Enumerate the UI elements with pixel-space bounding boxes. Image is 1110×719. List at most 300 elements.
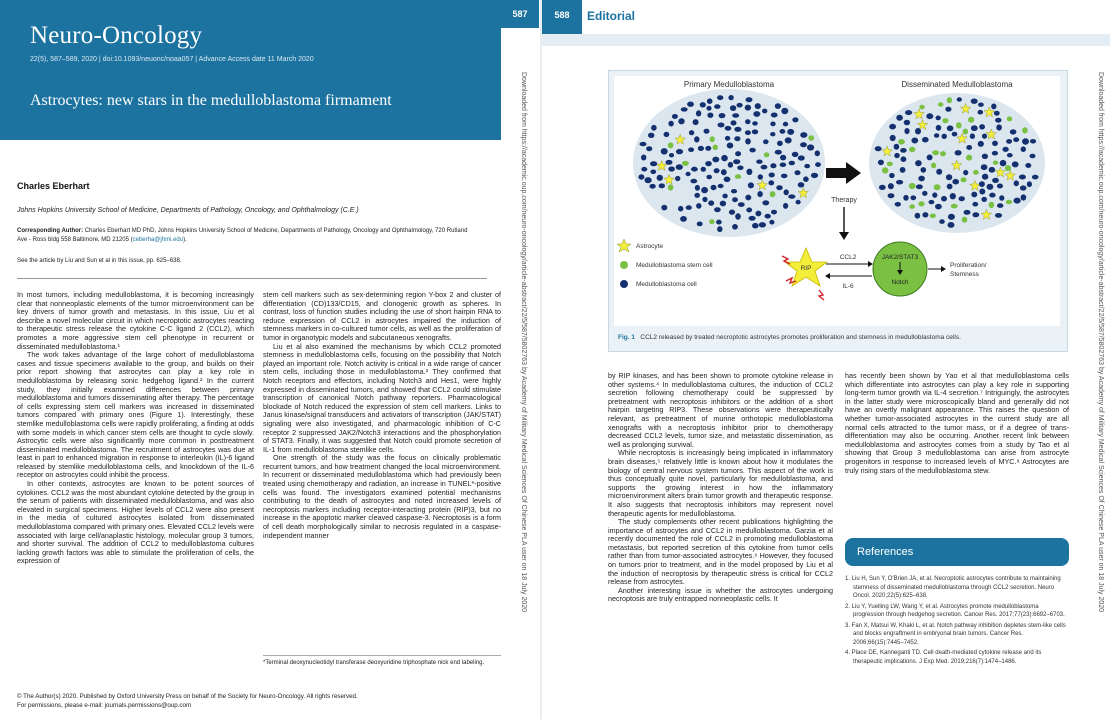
stem-cell [909,183,916,189]
reference-item: 1. Liu H, Sun Y, O'Brien JA, et al. Necroptotic astrocytes contribute to maintaining stemness of disseminated medulloblastoma through CCL2 secretion. Neuro Oncol. 2020;22(5):625–638. [845,576,1061,599]
tumor-cell [981,164,988,170]
tumor-cell [800,132,807,138]
tumor-cell [714,104,720,109]
stem-cell [961,177,967,182]
tumor-cell [934,133,939,138]
notch-label: Notch [891,279,909,286]
tumor-cell [693,119,699,125]
tumor-cell [686,205,692,210]
tumor-cell [686,172,691,176]
tumor-cell [994,111,1000,116]
tumor-cell [752,121,758,125]
tumor-cell [947,125,954,131]
tumor-cell [889,124,896,130]
label-primary: Primary Medulloblastoma [683,80,775,89]
tumor-cell [675,176,680,181]
stem-cell [1022,127,1028,133]
stem-cell [993,161,998,165]
corr-end: ). [183,237,187,243]
tumor-cell [890,135,896,141]
tumor-cell [935,204,942,210]
stemness-label: Stemness [950,271,979,278]
tumor-cell [783,203,788,209]
tumor-cell [701,167,706,172]
tumor-cell [717,95,723,100]
journal-header [0,0,501,140]
tumor-cell [979,124,985,129]
stem-cell [989,202,995,208]
tumor-cell [737,166,743,171]
tumor-cell [904,128,909,134]
tumor-cell [910,195,916,200]
journal-name: Neuro-Oncology [30,22,203,49]
tumor-cell [729,210,735,215]
caption-text: CCL2 released by treated necroptotic astrocytes promotes proliferation and stemness in medulloblastoma cells. [640,334,961,341]
tumor-cell [775,150,782,155]
tumor-cell [678,206,683,212]
tumor-cell [725,126,732,131]
tumor-cell [987,184,994,190]
tumor-cell [948,214,955,220]
tumor-cell [978,110,984,115]
stem-cell [764,152,770,157]
tumor-cell [645,177,652,183]
tumor-cell [749,216,756,221]
tumor-cell [745,195,751,201]
tumor-cell [669,153,674,157]
tumor-cell [780,129,786,134]
therapy-label: Therapy [831,197,857,204]
body-column-2 [263,291,501,540]
tumor-cell [989,167,996,173]
stem-cell [709,219,714,224]
corresponding-author [17,227,477,245]
tumor-cell [982,154,988,159]
tumor-cell [771,113,778,118]
arrowhead [868,261,873,267]
stem-cell [898,139,905,145]
tumor-cell [807,144,814,150]
tumor-cell [668,121,673,127]
tumor-cell [783,122,788,127]
tumor-cell [903,195,908,201]
see-also: See the article by Liu and Sun et al in this issue, pp. 625–638. [17,258,182,264]
tumor-cell [745,138,751,144]
tumor-cell [722,194,727,199]
stem-cell [909,147,915,152]
tumor-cell [795,170,801,175]
tumor-cell [771,210,777,215]
tumor-cell [676,149,683,154]
tumor-cell [732,224,738,230]
tumor-cell [982,134,987,139]
tumor-cell [745,105,751,111]
tumor-cell [1021,194,1027,200]
tumor-cell [926,113,933,119]
page-number-left: 587 [501,0,539,28]
stem-cell [951,204,958,209]
tumor-cell [936,116,941,121]
tumor-cell [676,164,683,170]
tumor-cell [649,184,655,189]
tumor-cell [905,110,912,115]
tumor-cell [921,167,927,173]
tumor-cell [978,141,984,147]
stem-cell [934,184,941,190]
figure-panel [614,76,1060,326]
tumor-cell [888,183,894,189]
tumor-cell [765,214,771,219]
tumor-cell [721,169,727,175]
tumor-cell [781,174,788,179]
lightning-icon [819,290,824,300]
paragraph: In other contexts, astrocytes are known to be potent sources of cytokines. CCL2 was the most abundant cytokine detected by the group in the serum of patients with disseminated medulloblastoma, and was also elevated in surgical specimens. Higher levels of CCL2 were also present in the media of cultured astrocytes isolated from disseminated medulloblastoma compared with primary ones. Elevated CCL2 levels were associated with large cell/anaplastic histology, molecular group 3 tumors, and shorter survival. The addition of CCL2 to medulloblastoma cultures lacking growth factors was able to stimulate the proliferation of cells, the expression of [17,479,254,566]
tumor-cell [927,155,933,161]
tumor-cell [952,179,959,185]
tumor-cell [792,117,798,122]
tumor-cell [704,129,710,134]
paragraph: The work takes advantage of the large cohort of medulloblastoma cases and tissue specimens available to the group, and builds on their prior report showing that astrocytes can play a key role in medulloblastoma by releasing sonic hedgehog ligand.² In the current study, they initially examined differences between primary medulloblastoma and tumors disseminating after therapy. The percentage of cells expressing stem cell markers was increased in disseminated tumors compared with primary ones (Figure 1). Interestingly, these stemlike medulloblastoma cells were rapidly proliferating, a finding at odds with some models in which cancer stem cells are thought to cycle slowly. Astrocytic cells were also significantly more common in posttreatment disseminated medulloblastoma. The recruitment of astrocytes was due at least in part to enhanced migration in response to interleukin (IL)-6 ligand released by stemlike medulloblastoma cells, and knockdown of the IL-6 receptor on astrocytes could inhibit the process. [17,350,254,480]
tumor-cell [738,202,745,207]
journal-meta: 22(5), 587–589, 2020 | doi:10.1093/neuonc/noaa057 | Advance Access date 11 March 2020 [30,56,314,63]
stem-cell [931,163,936,169]
tumor-cell [732,113,739,118]
tumor-cell [792,152,799,157]
stem-cell-legend-icon [620,261,628,269]
tumor-cell [745,119,750,124]
tumor-cell [687,102,694,107]
stem-cell [1007,116,1012,121]
stem-cell [909,204,915,209]
tumor-cell [707,98,713,104]
tumor-cell [784,189,789,195]
tumor-cell [922,191,927,196]
tumor-cell [992,141,998,146]
stem-cell [940,151,946,156]
stem-cell [938,102,944,106]
tumor-cell [731,189,737,193]
tumor-cell [780,163,787,168]
tumor-cell [746,169,752,175]
tumor-cell [732,197,738,202]
tumor-cell [1020,185,1027,190]
paragraph: has recently been shown by Yao et al that medulloblastoma cells which differentiate into astrocytes can play a key role in supporting long-term tumor growth via IL-4 secretion.⁷ Intriguingly, the astrocytes in the latter study were microscopically bland and generally did not have an overtly malignant appearance. This raises the question of whether tumor-associated astrocytes in the current study are all normal cells attracted to the tumor mass, or if a degree of trans-differentiation may also be occurring. Another recent link between medulloblastoma and astrocytes comes from a study by Tao et al showing that Group 3 medulloblastoma can arise from astrocyte progenitors in response to increased levels of MYC.⁸ Astrocytes are truly rising stars of the medulloblastoma stew. [845,371,1069,475]
tumor-cell [681,107,688,111]
prolif-label: Proliferation/ [950,262,987,269]
tumor-cell [700,102,706,107]
paragraph: by RIP kinases, and has been shown to promote cytokine release in other systems.⁴ In medulloblastoma cultures, the induction of CCL2 secretion following chemotherapy could be suppressed by pretreatment with necroptosis inhibitors or the addition of a short hairpin targeting RIP3. These observations were therapeutically relevant, as pretreatment of murine orthotopic medulloblastoma xenografts with a necroptosis inhibitor prior to chemotherapy decreased CCL2 levels, tumor size, and metastatic dissemination, as well as prolonging survival. [608,371,833,449]
tumor-cell [734,127,741,132]
stem-cell [962,217,968,223]
stem-cell [713,145,718,151]
paragraph: Another interesting issue is whether the astrocytes undergoing necroptosis are truly entrapped nonneoplastic cells. It [608,585,833,604]
tumor-cell [701,187,708,193]
stem-cell [919,105,924,110]
paragraph: While necroptosis is increasingly being implicated in inflammatory brain diseases,⁵ relatively little is known about how it modulates the biology of central nervous system tumors. This aspect of the work is thus conceptually quite novel, particularly for medulloblastoma, and supports the growing interest in how the inflammatory microenvironment alters brain tumor growth and therapeutic response. It also suggests that necroptosis inhibitors may represent novel therapeutic agents for medulloblastoma. [608,448,833,518]
tumor-cell [959,196,965,201]
body-column-3 [608,372,833,604]
tumor-cell [753,111,760,117]
tumor-cell [995,118,1001,123]
tumor-cell [695,185,700,191]
stem-cell [710,136,715,142]
tumor-cell [640,142,647,146]
tumor-cell [971,125,978,131]
author-name: Charles Eberhart [17,181,90,191]
tumor-cell [657,175,663,181]
tumor-cell [776,185,782,190]
tumor-cell [911,138,918,144]
tumor-cell [932,192,937,197]
stem-cell [682,161,689,166]
tumor-cell [717,226,722,232]
tumor-cell [1030,139,1036,144]
tumor-cell [963,170,968,175]
stem-cell [887,162,893,167]
label-disseminated: Disseminated Medulloblastoma [901,80,1013,89]
stem-cell [668,142,674,148]
tumor-cell [714,168,720,173]
tumor-cell [781,108,788,114]
tumor-cell [728,95,733,100]
tumor-cell [979,181,985,187]
tumor-cell [972,212,979,217]
tumor-cell [939,219,945,224]
stem-cell [770,191,776,197]
tumor-cell [878,160,884,166]
divider [17,278,487,279]
tumor-cell [752,129,758,134]
stem-cell [735,174,741,179]
tumor-cell [955,150,962,155]
download-notice-left: Downloaded from https://academic.oup.com/neuro-oncology/article-abstract/22/5/587/5802763 by Academy of Military Medical Sciences Of Chinese PLA user on 18 July 2020 [520,72,527,613]
tumor-cell [721,155,728,161]
tumor-cell [788,194,795,198]
left-page [0,0,540,719]
tumor-cell [707,113,713,118]
tumor-cell [716,220,722,225]
tumor-cell [978,103,984,107]
tumor-cell [964,210,971,215]
tumor-cell [720,201,726,207]
stem-cell [930,214,936,219]
tumor-cell [641,155,646,161]
jak-label: JAK2/STAT3 [881,254,919,261]
tumor-cell [991,104,996,110]
tumor-cell [879,185,886,190]
tumor-cell [714,207,721,212]
rip-label: RIP [800,265,812,272]
tumor-cell [711,185,717,190]
tumor-cell [698,146,704,151]
tumor-cell [762,200,769,205]
arrowhead [825,273,830,279]
tumor-cell [972,202,978,207]
tumor-cell [659,183,665,188]
email-link[interactable]: ceberha@jhmi.edu [132,237,184,243]
stem-cell [942,118,948,123]
tumor-cell [756,160,762,164]
tumor-cell [789,161,795,166]
stem-cell [968,117,974,123]
tumor-cell [815,150,820,156]
astrocyte-legend-icon [617,239,631,252]
tumor-cell [712,157,719,163]
tumor-cell [651,125,657,131]
tumor-cell [737,103,743,108]
download-notice-right: Downloaded from https://academic.oup.com/neuro-oncology/article-abstract/22/5/587/5802763 by Academy of Military Medical Sciences Of Chinese PLA user on 18 July 2020 [1097,72,1104,613]
tumor-cell [1013,137,1019,142]
tumor-cell [947,184,953,190]
tumor-cell [752,223,759,229]
tumor-cell [995,213,1002,218]
tumor-cell [1014,198,1021,204]
corr-text: Charles Eberhart MD PhD, Johns Hopkins University School of Medicine, Departments of Pathology, Oncology and Ophthalmology, 720 Rutland Ave - Ross bldg 558 Baltimore, MD 21205 ( [17,228,468,243]
tumor-cell [803,176,809,182]
references-list [845,575,1069,668]
tumor-cell [970,133,975,139]
tumor-cell [796,200,801,205]
body-column-1 [17,291,254,566]
tumor-cell [1027,181,1032,187]
tumor-cell [1007,153,1013,157]
tumor-cell [690,179,697,184]
tumor-cell [758,174,763,179]
tumor-cell [895,202,901,207]
paragraph: Liu et al also examined the mechanisms by which CCL2 promoted stemness in medulloblastoma cells, focusing on the possibility that Notch played an important role. Notch activity is critical in a wide range of cancer stem cells, including those in medulloblastoma.³ They confirmed that Notch receptors and effectors, including Notch3 and Hes1, were highly expressed in disseminated tumors, and showed that CCL2 could stimulate transcription of canonical Notch pathway reporters. Pharmacological blockade of Notch reduced the expression of stem cell markers. Links to Janus kinase/signal transducers and activators of transcription (JAK/STAT) signaling were also investigated, and pharmacologic inhibition of C-C receptor 2 suppressed JAK2/Notch3 interactions and the phosphorylation of STAT3. Finally, it was suggested that Notch could promote secretion of IL-1 from medulloblastoma stemlike cells. [263,341,501,454]
permissions-line: For permissions, please e-mail: journals.permissions@oup.com [17,702,192,709]
tumor-cell [971,99,978,104]
tumor-cell [1021,146,1026,152]
references-title: References [857,546,914,558]
tumor-cell [708,200,714,205]
stem-cell [808,135,814,141]
tumor-cell [745,130,751,135]
tumor-cell [896,180,903,185]
tumor-cell [901,156,907,162]
copyright-line: © The Author(s) 2020. Published by Oxford University Press on behalf of the Society for Neuro-Oncology. All rights reserved. [17,693,358,700]
tumor-cell [999,195,1004,201]
tumor-cell [718,123,725,128]
tumor-cell [916,184,923,189]
tumor-cell [945,107,951,112]
tumor-cell [989,193,995,198]
tumor-cell [641,167,647,172]
cell-legend-icon [620,280,628,288]
tumor-cell [1030,154,1036,159]
body-column-4 [845,372,1069,475]
tumor-cell [705,161,712,166]
tumor-cell [770,132,775,136]
tumor-cell [733,159,740,164]
tumor-cell [770,163,776,168]
therapy-arrow [826,162,861,184]
tumor-cell [689,130,694,135]
tumor-cell [979,189,985,195]
tumor-cell [922,212,928,217]
tumor-cell [728,162,733,168]
tumor-cell [705,146,711,151]
tumor-cell [948,222,955,228]
reference-item: 2. Liu Y, Yuelling LW, Wang Y, et al. Astrocytes promote medulloblastoma progression through hedgehog secretion. Cancer Res. 2017;77(23):6692–6703. [845,603,1065,618]
tumor-cell [915,160,922,166]
tumor-cell [746,208,752,213]
tumor-cell [646,146,652,151]
tumor-cell [981,197,987,202]
tumor-cell [706,175,712,180]
tumor-cell [678,118,684,124]
reference-item: 4. Place DE, Kanneganti TD. Cell death-mediated cytokine release and its therapeutic implications. J Exp Med. 2019;216(7):1474–1486. [845,650,1042,665]
tumor-cell [696,110,701,116]
tumor-cell [755,211,761,217]
tumor-cell [936,169,942,175]
tumor-cell [668,166,675,171]
tumor-cell [896,115,903,121]
stem-cell [966,155,972,161]
tumor-cell [929,200,935,204]
tumor-cell [992,178,999,183]
tumor-cell [775,103,781,109]
arrowhead [941,266,946,272]
tumor-cell [1006,139,1012,144]
tumor-cell [1022,138,1029,144]
page-number-right: 588 [542,0,582,34]
tumor-cell [1012,161,1019,167]
stem-cell [1005,165,1011,171]
tumor-cell [936,125,942,131]
tumor-cell [811,173,818,178]
tumor-cell [950,193,956,199]
stem-cell [956,122,962,128]
tumor-cell [997,184,1003,189]
tumor-cell [1025,163,1031,168]
tumor-cell [664,132,670,137]
tumor-cell [697,222,703,227]
tumor-cell [638,174,644,179]
arrowhead [839,232,849,240]
tumor-cell [759,222,766,227]
tumor-cell [942,134,947,139]
corr-label: Corresponding Author: [17,228,84,234]
tumor-cell [904,120,910,126]
stem-cell [947,97,952,103]
tumor-cell [691,167,698,172]
tumor-cell [650,161,657,166]
tumor-cell [755,103,761,109]
tumor-cell [922,137,929,143]
tumor-cell [724,177,731,183]
tumor-cell [915,128,921,134]
legend-stem: Medulloblastoma stem cell [636,262,713,269]
stem-cell [973,170,979,175]
tumor-cell [672,114,678,119]
reference-item: 3. Fan X, Matsui W, Khaki L, et al. Notch pathway inhibition depletes stem-like cells and blocks engraftment in embryonal brain tumors. Cancer Res. 2006;66(15):7445–7452. [845,622,1066,646]
right-page [542,0,1110,719]
tumor-cell [735,213,741,219]
tumor-cell [661,148,668,154]
figure-caption [618,334,961,341]
tumor-cell [768,180,774,185]
tumor-cell [734,136,740,141]
tumor-cell [777,141,783,146]
tumor-cell [894,153,900,158]
stem-cell [1006,200,1012,205]
copyright [17,692,358,710]
tumor-cell [1032,175,1039,180]
stem-cell [882,167,889,173]
tumor-cell [718,184,724,188]
tumor-cell [941,196,947,202]
